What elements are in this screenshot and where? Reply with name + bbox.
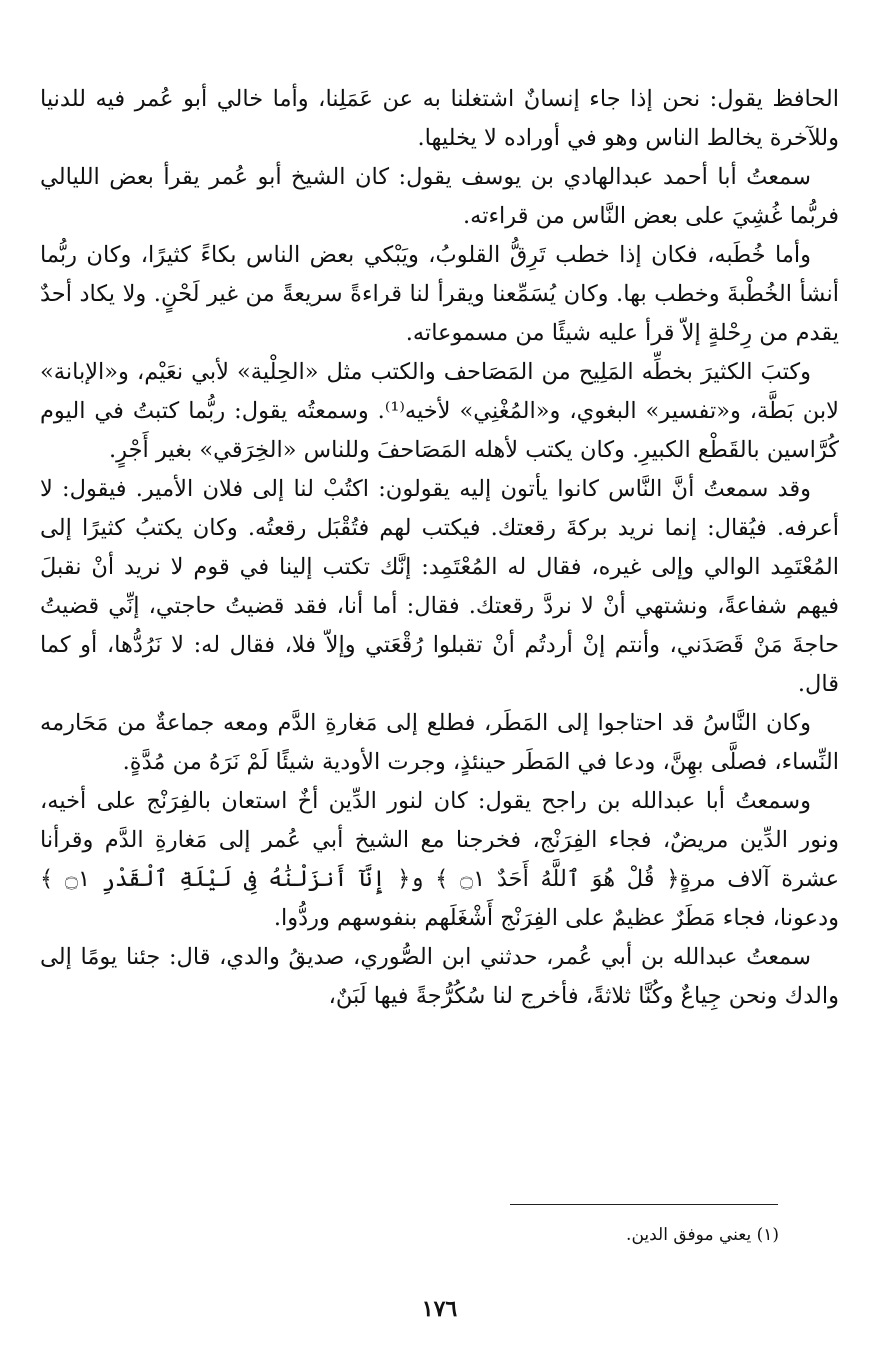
paragraph: سمعتُ عبدالله بن أبي عُمر، حدثني ابن الصُّوري، صديقُ والدي، قال: جئنا يومًا إلى والدك ونحن جِياعٌ وكُنَّا ثلاثةً، فأخرج لنا سُكُرُّجةً فيها لَبَنٌ، (40, 944, 839, 1009)
paragraph: الحافظ يقول: نحن إذا جاء إنسانٌ اشتغلنا به عن عَمَلِنا، وأما خالي أبو عُمر فيه للدنيا وللآخرة يخالط الناس وهو في أوراده لا يخليها. (40, 86, 839, 151)
footnote-divider (510, 1204, 778, 1205)
footnote: (١) يعني موفق الدين. (626, 1225, 779, 1245)
paragraph: وأما خُطَبه، فكان إذا خطب تَرِقُّ القلوبُ، ويَبْكي بعض الناس بكاءً كثيرًا، وكان ربُّما أنشأ الخُطْبةَ وخطب بها. وكان يُسَمِّعنا ويقرأ لنا قراءةً سريعةً من غير لَحْنٍ. ولا يكاد أحدٌ يقدم من رِحْلةٍ إلاّ قرأ عليه شيئًا من مسموعاته. (40, 242, 839, 346)
paragraph: وسمعتُ أبا عبدالله بن راجح يقول: كان لنور الدِّين أخٌ استعان بالفِرَنْج على أخيه، ونور الدِّين مريضٌ، فجاء الفِرَنْج، فخرجنا مع الشيخ أبي عُمر إلى مَغارةِ الدَّم وقرأنا عشرة آلاف مرةٍ﴿ قُلْ هُوَ ٱللَّهُ أَحَدٌ ۝١ ﴾ و﴿ إِنَّآ أَنزَلْنَٰهُ فِى لَيْلَةِ ٱلْقَدْرِ ۝١ ﴾ ودعونا، فجاء مَطَرٌ عظيمٌ على الفِرَنْج أَشْغَلَهم بنفوسهم وردُّوا. (40, 788, 839, 931)
page-number: ١٧٦ (421, 1296, 458, 1322)
paragraph: وقد سمعتُ أنَّ النَّاس كانوا يأتون إليه يقولون: اكتُبْ لنا إلى فلان الأمير. فيقول: لا أعرفه. فيُقال: إنما نريد بركةَ رقعتك. فيكتب لهم فتُقْبَل رقعتُه. وكان يكتبُ كثيرًا إلى المُعْتَمِد الوالي وإلى غيره، فقال له المُعْتَمِد: إنَّك تكتب إلينا في قوم لا نريد أنْ نقبلَ فيهم شفاعةً، ونشتهي أنْ لا نردَّ رقعتك. فقال: أما أنا، فقد قضيتُ حاجتي، إنِّي قضيتُ حاجةَ مَنْ قَصَدَني، وأنتم إنْ أردتُم أنْ تقبلوا رُقْعَتي وإلاّ فلا، فقال له: لا نَرُدُّها، أو كما قال. (40, 476, 839, 697)
paragraph: وكتبَ الكثيرَ بخطِّه المَلِيح من المَصَاحف والكتب مثل «الحِلْية» لأبي نعَيْم، و«الإبانة» لابن بَطَّة، و«تفسير» البغوي، و«المُغْنِي» لأخيه⁽¹⁾. وسمعتُه يقول: ربُّما كتبتُ في اليوم كُرَّاسين بالقَطْع الكبيرِ. وكان يكتب لأهله المَصَاحفَ وللناس «الخِرَقي» بغير أَجْرٍ. (40, 359, 840, 463)
body-text (40, 80, 839, 1016)
paragraph: سمعتُ أبا أحمد عبدالهادي بن يوسف يقول: كان الشيخ أبو عُمر يقرأ بعض الليالي فربُّما غُشِيَ على بعض النَّاس من قراءته. (40, 164, 839, 229)
paragraph: وكان النَّاسُ قد احتاجوا إلى المَطَر، فطلع إلى مَغارةِ الدَّم ومعه جماعةٌ من مَحَارمه النِّساء، فصلَّى بهِنَّ، ودعا في المَطَر حينئذٍ، وجرت الأودية شيئًا لَمْ نَرَهُ من مُدَّةٍ. (40, 710, 839, 775)
